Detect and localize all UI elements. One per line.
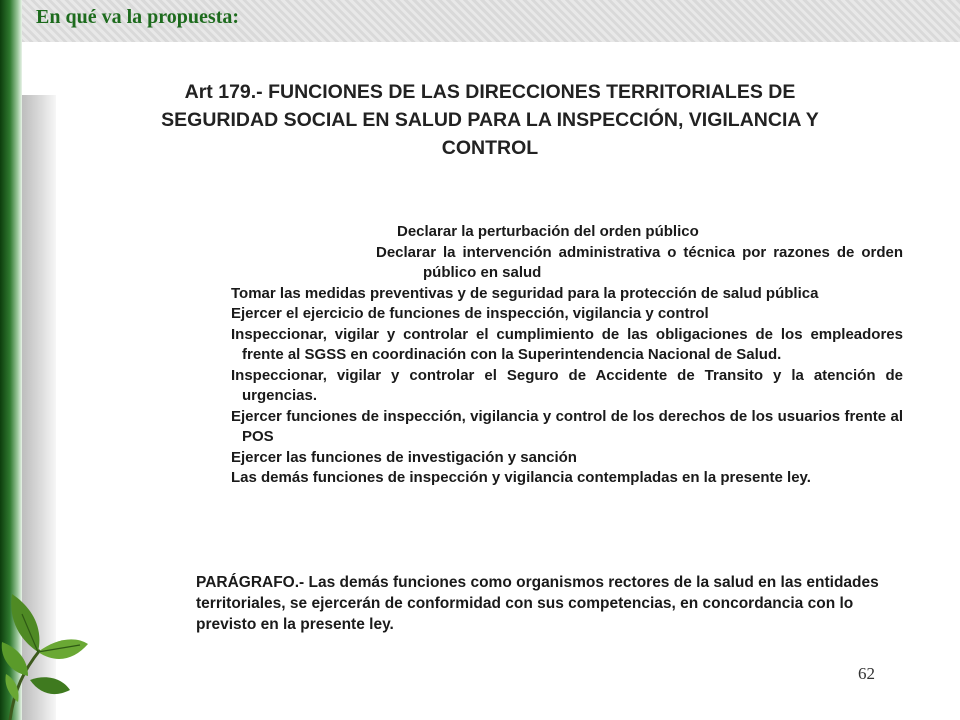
function-item: Declarar la intervención administrativa o técnica por razones de orden público en salud [376,243,903,281]
function-item: Ejercer el ejercicio de funciones de inspección, vigilancia y control [231,305,709,322]
function-item: Tomar las medidas preventivas y de seguridad para la protección de salud pública [231,284,819,302]
article-title-line: SEGURIDAD SOCIAL EN SALUD PARA LA INSPECCIÓN, VIGILANCIA Y [161,109,819,131]
function-item: Las demás funciones de inspección y vigilancia contempladas en la presente ley. [231,469,811,486]
function-item: Declarar la perturbación del orden público [397,223,699,240]
function-item: Ejercer funciones de inspección, vigilancia y control de los derechos de los usuarios frente al POS [231,407,903,445]
page-number: 62 [858,664,875,683]
slide-header-title: En qué va la propuesta: [36,6,240,28]
article-title-line: CONTROL [441,137,539,159]
article-title-line: Art 179.- FUNCIONES DE LAS DIRECCIONES TERRITORIALES DE [184,81,796,103]
function-item: Ejercer las funciones de investigación y sanción [231,448,577,466]
function-item: Inspeccionar, vigilar y controlar el Seguro de Accidente de Transito y la atención de urgencias. [231,366,903,404]
function-item: Inspeccionar, vigilar y controlar el cumplimiento de las obligaciones de los empleadores frente al SGSS en coordinación con la Superintendencia Nacional de Salud. [231,325,903,363]
functions-list [231,222,903,489]
plant-leaves-icon [0,580,90,720]
article-title [60,78,920,162]
paragrafo-text: PARÁGRAFO.- Las demás funciones como organismos rectores de la salud en las entidades territoriales, se ejercerán de conformidad con sus competencias, en concordancia con lo previsto en la presente ley. [196,574,879,633]
